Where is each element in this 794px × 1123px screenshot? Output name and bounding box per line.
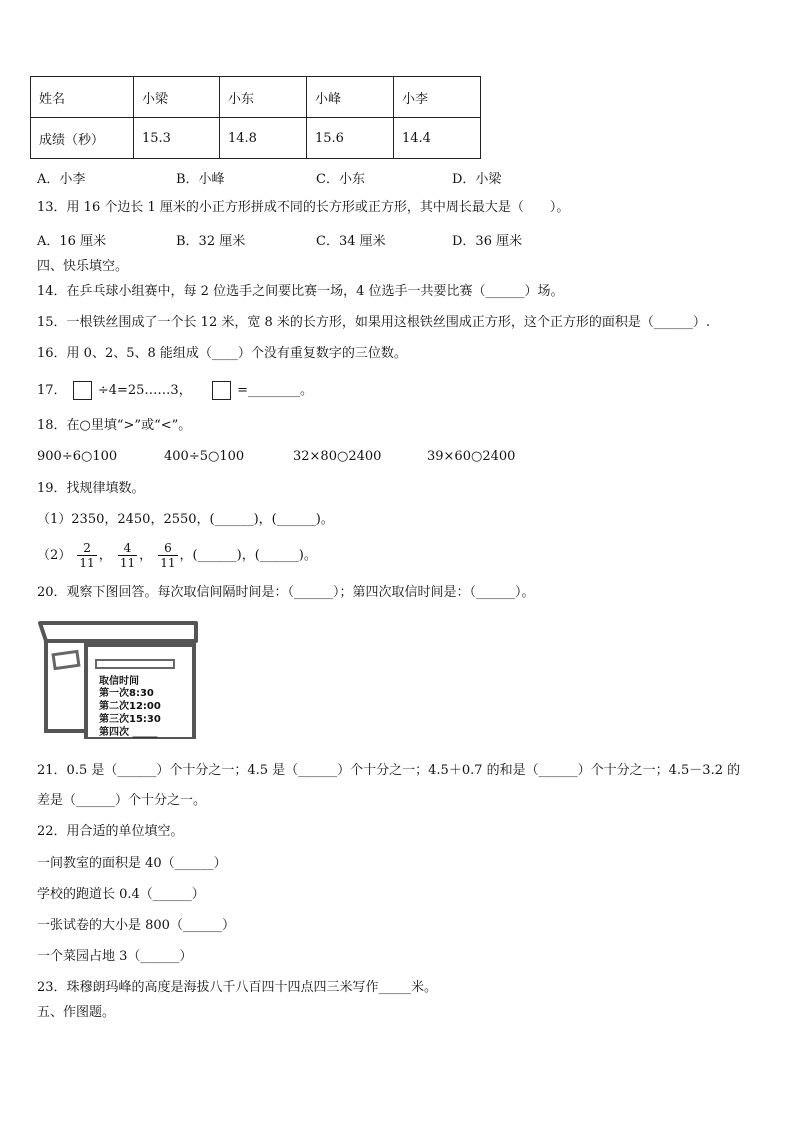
compare-item: 400÷5○100 [164, 449, 245, 464]
denominator: 11 [79, 556, 95, 570]
table-row [31, 118, 481, 159]
question-19: 19．找规律填数。 [37, 481, 145, 496]
question-22: 22．用合适的单位填空。 [37, 824, 184, 839]
option-a[interactable]: A．16 厘米 [37, 234, 107, 249]
table-cell: 14.8 [220, 118, 307, 159]
mailbox-line: 第三次15:30 [99, 714, 161, 725]
compare-item: 32×80○2400 [293, 449, 382, 464]
table-cell: 姓名 [31, 77, 134, 118]
numerator: 2 [77, 541, 96, 556]
question-number: 17． [37, 383, 67, 398]
score-table [30, 76, 481, 159]
option-c[interactable]: C．34 厘米 [316, 234, 386, 249]
option-b[interactable]: B．小峰 [176, 172, 225, 187]
numerator: 6 [158, 541, 177, 556]
answer-box[interactable] [73, 381, 92, 400]
mailbox-line: 第一次8:30 [99, 688, 154, 699]
fraction [158, 541, 177, 570]
equation-text: =________。 [237, 383, 314, 398]
section-heading: 四、快乐填空。 [37, 259, 129, 274]
question-19-part1: （1）2350，2450，2550，(______)，(______)。 [37, 512, 334, 527]
mailbox-line: 第二次12:00 [99, 701, 161, 712]
question-21-line2: 差是（______）个十分之一。 [37, 793, 207, 808]
question-21-line1: 21．0.5 是（______）个十分之一；4.5 是（______）个十分之一；4.5＋0.7 的和是（______）个十分之一；4.5－3.2 的 [37, 763, 741, 778]
table-cell: 成绩（秒） [31, 118, 134, 159]
numerator: 4 [118, 541, 137, 556]
table-cell: 小李 [394, 77, 481, 118]
part-label: （2） [37, 548, 72, 563]
table-cell: 14.4 [394, 118, 481, 159]
unit-item: 学校的跑道长 0.4（______） [37, 887, 205, 902]
question-14: 14．在乒乓球小组赛中，每 2 位选手之间要比赛一场，4 位选手一共要比赛（______）场。 [37, 284, 564, 299]
answer-box[interactable] [212, 381, 231, 400]
equation-text: ÷4=25……3， [97, 383, 192, 398]
table-cell: 小峰 [307, 77, 394, 118]
table-row [31, 77, 481, 118]
question-15: 15．一根铁丝围成了一个长 12 米，宽 8 米的长方形，如果用这根铁丝围成正方形，这个正方形的面积是（______）. [37, 315, 711, 330]
section-heading: 五、作图题。 [37, 1005, 116, 1020]
question-20: 20．观察下图回答。每次取信间隔时间是：（______）；第四次取信时间是：（______）。 [37, 585, 535, 600]
option-d[interactable]: D．36 厘米 [452, 234, 523, 249]
tail-text: ，(______)，(______)。 [179, 548, 317, 563]
question-23: 23．珠穆朗玛峰的高度是海拔八千八百四十四点四三米写作_____米。 [37, 980, 438, 995]
compare-item: 900÷6○100 [37, 449, 118, 464]
denominator: 11 [119, 556, 136, 570]
option-d[interactable]: D．小梁 [452, 172, 502, 187]
mailbox-line: 第四次 _____ [99, 727, 158, 738]
table-cell: 15.3 [134, 118, 220, 159]
denominator: 11 [160, 556, 176, 570]
fraction [118, 541, 137, 570]
option-b[interactable]: B．32 厘米 [176, 234, 246, 249]
unit-item: 一张试卷的大小是 800（______） [37, 918, 235, 933]
mailbox-title: 取信时间 [99, 676, 139, 687]
question-16: 16．用 0、2、5、8 能组成（____）个没有重复数字的三位数。 [37, 346, 407, 361]
question-13: 13．用 16 个边长 1 厘米的小正方形拼成不同的长方形或正方形，其中周长最大是（ ）。 [37, 200, 570, 215]
option-c[interactable]: C．小东 [316, 172, 365, 187]
compare-item: 39×60○2400 [427, 449, 516, 464]
fraction [77, 541, 96, 570]
unit-item: 一间教室的面积是 40（______） [37, 856, 227, 871]
question-17 [37, 381, 313, 400]
table-cell: 小东 [220, 77, 307, 118]
question-19-part2: （2） $\frac{2}{11}$ ， $\frac{4}{11}$ ， $\frac{6}{11}$ ，(______)，(______)。 [37, 541, 317, 570]
option-a[interactable]: A．小李 [37, 172, 86, 187]
unit-item: 一个菜园占地 3（______） [37, 949, 193, 964]
table-cell: 小梁 [134, 77, 220, 118]
table-cell: 15.6 [307, 118, 394, 159]
question-18: 18．在○里填“>”或“<”。 [37, 418, 192, 433]
